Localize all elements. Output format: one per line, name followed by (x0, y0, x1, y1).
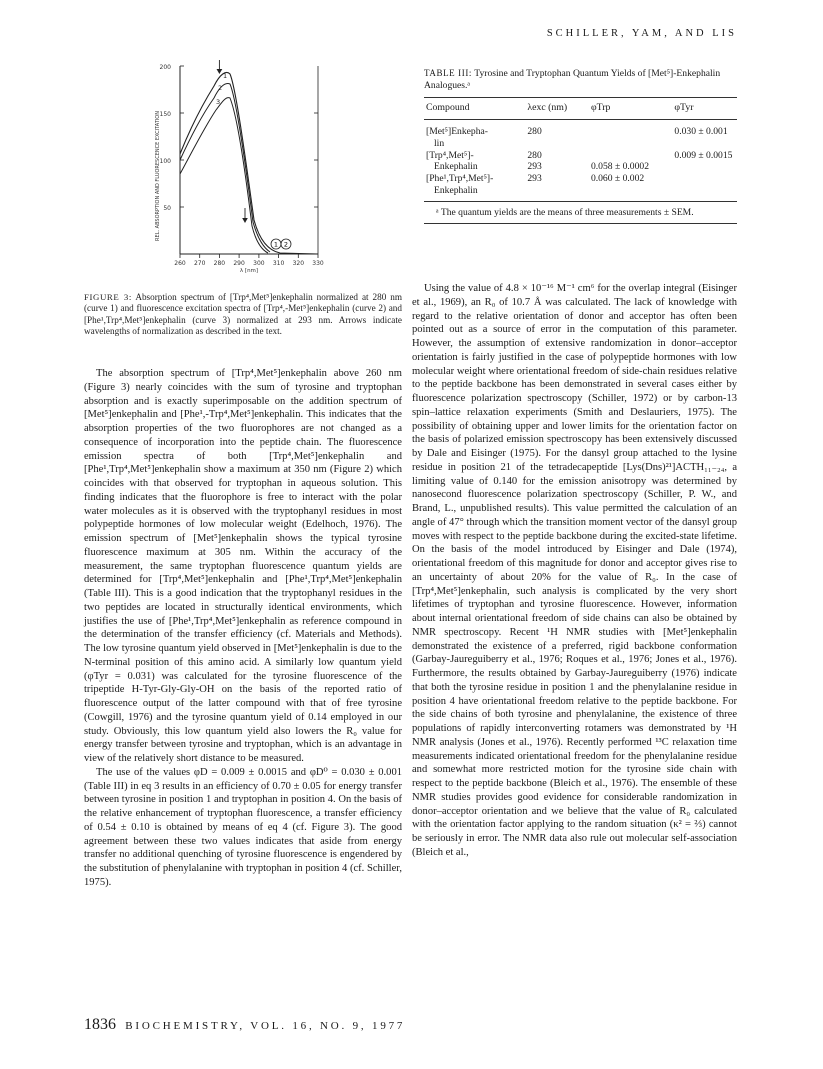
table-cell (591, 185, 674, 197)
table-cell (527, 138, 591, 150)
x-tick-label: 270 (193, 260, 206, 267)
table-cell: 280 (527, 149, 542, 161)
arrow-head-icon (217, 69, 223, 74)
right-column-text (412, 282, 737, 860)
running-head: SCHILLER, YAM, AND LIS (546, 28, 737, 39)
table-row (424, 185, 737, 197)
table-3 (424, 68, 737, 224)
table-header-cell: φTyr (674, 102, 694, 114)
table-cell (674, 185, 737, 197)
journal-citation: BIOCHEMISTRY, VOL. 16, NO. 9, 1977 (125, 1020, 406, 1032)
table-cell: Enkephalin (434, 161, 478, 173)
table-label: TABLE III: (424, 68, 473, 78)
x-tick-label: 330 (312, 260, 324, 267)
y-tick-label: 150 (159, 111, 171, 118)
table-cell: Enkephalin (434, 184, 478, 196)
page-footer (84, 1016, 405, 1034)
curve-1 (180, 73, 318, 255)
caption-label: FIGURE 3: (84, 292, 132, 302)
table-row (424, 173, 737, 185)
table-cell (591, 150, 674, 162)
table-header-row (424, 98, 737, 119)
table-cell (674, 138, 737, 150)
table-caption (424, 68, 737, 91)
page-number: 1836 (84, 1016, 116, 1033)
table-title: Tyrosine and Tryptophan Quantum Yields of [Met⁵]-Enkephalin Analogues.ᵃ (424, 68, 721, 91)
table-cell: 293 (527, 172, 542, 184)
y-tick-label: 100 (159, 158, 171, 165)
table-cell: lin (434, 137, 445, 149)
table-cell: 280 (527, 126, 542, 138)
paragraph: Using the value of 4.8 × 10⁻¹⁶ M⁻¹ cm⁶ for the overlap integral (Eisinger et al., 1969), an R₀ of 10.7 Å was calculated. The lack of knowledge with regard to the relative orientation of donor and acceptor has often been pointed out as a source of error in the computation of this parameter. However, the assumption of extensive randomization in donor–acceptor orientation is fairly justified in the case of polypeptide hormones with low molecular weight where orientational freedom of side-chain residues relative to the peptide backbone has been demonstrated in several cases either by fluorescence polarization spectroscopy (Schiller, 1972) or by carbon-13 spin–lattice relaxation experiments (Smith and Deslauriers, 1975). The possibility of obtaining upper and lower limits for the orientation factor on the basis of polarized emission spectroscopy has been extensively discussed by Dale and Eisinger (1975). For the dansyl group attached to the lysine residue in position 21 of the tetradecapeptide [Lys(Dns)²¹]ACTH₁₁₋₂₄, a limiting value of 0.140 for the emission anisotropy was determined by nanosecond fluorescence polarization spectroscopy (Schiller, P. W., and Brand, L., unpublished results). This value permitted the calculation of an angle of 47° through which the transition moment vector of the dansyl group moves with respect to the peptide backbone during the excited-state lifetime. On the basis of the model introduced by Eisinger and Dale (1974), orientational freedom of this magnitude for donor and acceptor gives rise to an uncertainty of about 20% for the value of R₀. In the case of [Trp⁴,Met⁵]enkephalin, such analysis is complicated by the very short lifetimes of tryptophan and tyrosine fluorescence. However, information about internal orientational freedom of side chains can also be obtained by NMR spectroscopy. Recent ¹H NMR studies with [Met⁵]enkephalin demonstrated the existence of a preferred, rigid backbone conformation (Garbay-Jaureguiberry et al., 1976; Roques et al., 1976; Jones et al., 1976). Furthermore, the results obtained by Garbay-Jaureguiberry (1976) indicate that both the tyrosine residue in position 1 and the phenylalanine residue in position 4 have orientational freedom relative to the peptide backbone. For the side chains of both tyrosine and phenylalanine, the existence of three populations of rapidly interconverting rotamers was demonstrated by ¹H NMR analysis (Jones et al., 1976). Recently performed ¹³C relaxation time measurements indicated orientational freedom for the phenylalanine residue and somewhat more restricted motion for the tyrosine side chain with respect to the peptide backbone (Bleich et al., 1976). The ensemble of these NMR studies provides good evidence for considerable randomization in donor–acceptor orientation and we believe that the value of R₀ calculated with the orientation factor applying to the random situation (κ² = ⅔) cannot be seriously in error. The NMR data also rule out molecular self-association (Bleich et al., (412, 283, 737, 858)
table-row (424, 161, 737, 173)
paragraph: The absorption spectrum of [Trp⁴,Met⁵]enkephalin above 260 nm (Figure 3) nearly coincides with the sum of tyrosine and tryptophan absorption and is exactly superimposable on the addition spectrum of [Met⁵]enkephalin and [Phe¹,-Trp⁴,Met⁵]enkephalin. This indicates that the absorption properties of the two fluorophores are not changed as a consequence of incorporation into the peptide chain. The fluorescence emission spectra of both [Trp⁴,Met⁵]enkephalin and [Phe¹,Trp⁴,Met⁵]enkephalin show a maximum at 350 nm (Figure 2) which coincides with that observed for tryptophan in aqueous solution. This finding indicates that the fluorophore is free to interact with the polar water molecules as it is observed with the tryptophanyl residues in most polypeptide hormones of low molecular weight (Edelhoch, 1976). The emission spectrum of [Met⁵]enkephalin shows the typical tyrosine fluorescence maximum at 305 nm. Within the accuracy of the measurement, the same tryptophan fluorescence quantum yields are determined for [Trp⁴,Met⁵]enkephalin and [Phe¹,Trp⁴,Met⁵]enkephalin (Table III). This is a good indication that the tryptophanyl residues in the two peptides are located in structurally identical environments, which justifies the use of [Phe¹,Trp⁴,Met⁵]enkephalin as reference compound in the determination of the transfer efficiency (cf. Materials and Methods). The low tyrosine quantum yield observed in [Met⁵]enkephalin is due to the N-terminal position of this amino acid. A similarly low quantum yield (φTyr = 0.031) was calculated for the tyrosine fluorescence of the tripeptide H-Tyr-Gly-Gly-OH on the basis of the reported ratio of fluorescence output of the latter compound with that of free tyrosine (Cowgill, 1976) and the tyrosine quantum yield of 0.14 employed in our study. Obviously, this low quantum yield also lowers the R₀ value for energy transfer between tyrosine and tryptophan, which is an advantage in view of the relatively short distance to be measured. (84, 368, 402, 764)
x-tick-label: 290 (233, 260, 245, 267)
figure-caption (84, 292, 402, 338)
curve-label: 3 (216, 98, 221, 106)
table-cell (527, 185, 591, 197)
table-cell: 0.009 ± 0.0015 (674, 149, 733, 161)
table-cell (591, 126, 674, 138)
circled-label-text: 1 (273, 240, 279, 249)
paragraph: The use of the values φD = 0.009 ± 0.0015 and φD⁰ = 0.030 ± 0.001 (Table III) in eq 3 results in an efficiency of 0.70 ± 0.05 for energy transfer between tyrosine in position 1 and tryptophan in position 4. On the basis of the relative enhancement of tryptophan fluorescence, a transfer efficiency of 0.54 ± 0.10 is obtained by means of eq 4 (cf. Figure 3). The good agreement between these two values indicates that aside from energy transfer no additional quenching of tyrosine fluorescence is engendered by the substitution of phenylalanine with tryptophan in position 4 (cf. Schiller, 1975). (84, 766, 402, 888)
table-cell: [Met⁵]Enkepha- (426, 126, 488, 138)
left-column-text (84, 367, 402, 890)
table-body (424, 120, 737, 201)
table-row (424, 150, 737, 162)
x-tick-label: 320 (292, 260, 305, 267)
table-cell: 0.060 ± 0.002 (590, 172, 645, 184)
x-tick-label: 300 (253, 260, 265, 267)
x-axis-title: λ [nm] (239, 268, 259, 274)
table-cell (674, 161, 737, 173)
x-tick-label: 280 (213, 260, 226, 267)
curve-label: 2 (218, 84, 223, 92)
x-tick-label: 260 (174, 260, 186, 267)
figure-3-plot (150, 58, 386, 274)
table-cell: 0.030 ± 0.001 (674, 126, 728, 138)
table-cell: [Trp⁴,Met⁵]- (426, 149, 474, 161)
table-cell: 0.058 ± 0.0002 (590, 161, 649, 173)
table-header-cell: Compound (426, 102, 470, 114)
y-axis-title: REL. ABSORPTION AND FLUORESCENCE EXCITATION (155, 111, 161, 241)
circled-label-text: 2 (283, 240, 289, 249)
table-cell (674, 173, 737, 185)
table-cell (591, 138, 674, 150)
caption-text: Absorption spectrum of [Trp⁴,Met⁵]enkephalin normalized at 280 nm (curve 1) and fluorescence excitation spectra of [Trp⁴,-Met⁵]enkephalin (curve 2) and [Phe¹,Trp⁴,Met⁵]enkephalin (curve 3) normalized at 293 nm. Arrows indicate wavelengths of normalization as described in the text. (84, 292, 402, 337)
y-tick-label: 200 (159, 64, 171, 71)
table-cell: [Phe¹,Trp⁴,Met⁵]- (426, 172, 494, 184)
figure-3 (150, 58, 386, 274)
table-header-cell: λexc (nm) (527, 102, 568, 114)
x-tick-label: 310 (272, 260, 285, 267)
arrow-head-icon (242, 218, 248, 223)
curve-3 (180, 98, 268, 253)
curve-label: 1 (223, 72, 228, 80)
table-footnote: ᵃ The quantum yields are the means of three measurements ± SEM. (436, 207, 694, 219)
table-row (424, 126, 737, 138)
y-tick-label: 50 (163, 205, 171, 212)
x-ticks (180, 254, 318, 258)
table-header-cell: φTrp (590, 102, 611, 114)
table-cell: 293 (527, 161, 542, 173)
table-row (424, 138, 737, 150)
